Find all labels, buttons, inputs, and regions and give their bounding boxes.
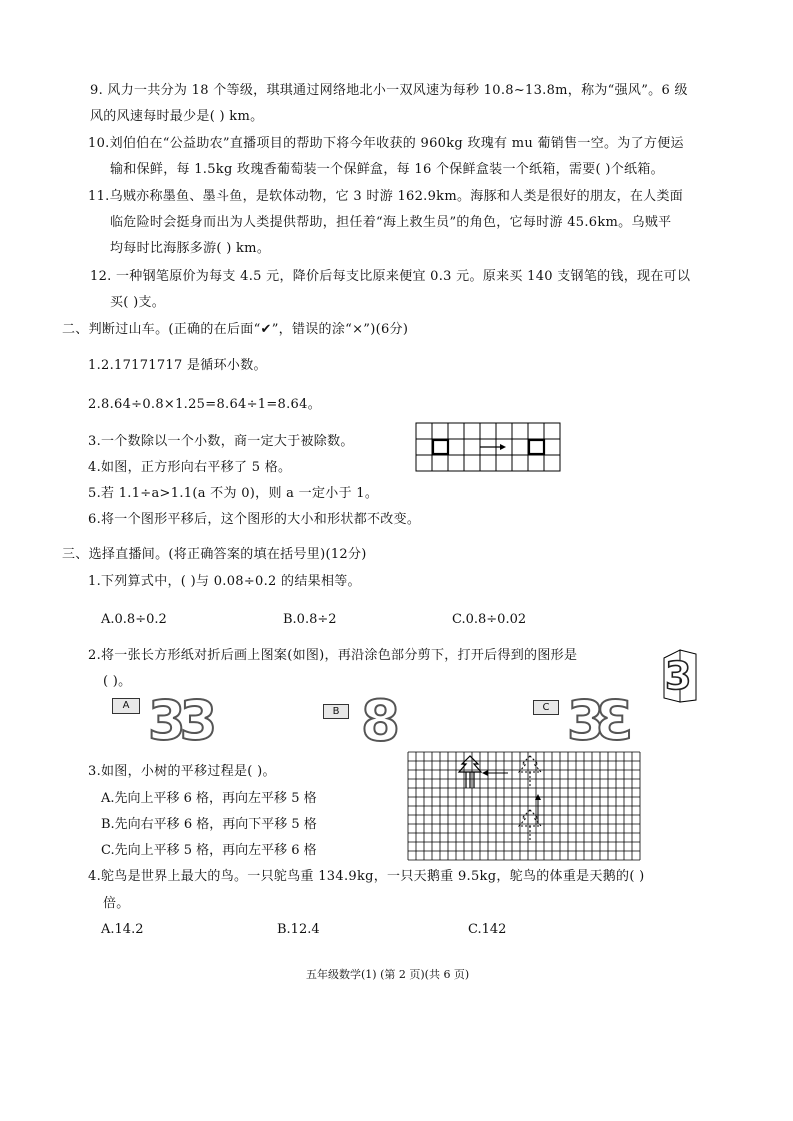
choice-q1-option-a: A.0.8÷0.2 bbox=[101, 612, 167, 627]
choice-q4-line2: 倍。 bbox=[103, 896, 130, 911]
judge-item-2: 2.8.64÷0.8×1.25=8.64÷1=8.64。 bbox=[88, 397, 321, 412]
page-footer: 五年级数学(1) (第 2 页)(共 6 页) bbox=[306, 968, 470, 981]
q9-line2: 风的风速每时最少是( ) km。 bbox=[90, 109, 264, 124]
choice-q4-option-b: B.12.4 bbox=[277, 922, 320, 937]
choice-q4-line1: 4.鸵鸟是世界上最大的鸟。一只鸵鸟重 134.9kg，一只天鹅重 9.5kg，鸵鸟的体重是天鹅的( ) bbox=[88, 869, 645, 884]
option-c-shape: 3 3 bbox=[567, 689, 633, 752]
section2-heading: 二、判断过山车。(正确的在后面“✔”，错误的涂“×”)(6分) bbox=[62, 322, 409, 337]
option-c-label: C bbox=[533, 700, 559, 715]
choice-q1-stem: 1.下列算式中，( )与 0.08÷0.2 的结果相等。 bbox=[88, 574, 361, 589]
choice-q2-blank: ( )。 bbox=[103, 674, 132, 689]
choice-q1-option-b: B.0.8÷2 bbox=[283, 612, 337, 627]
square-translation-grid bbox=[416, 423, 566, 473]
judge-item-5: 5.若 1.1÷a>1.1(a 不为 0)，则 a 一定小于 1。 bbox=[88, 486, 379, 501]
folded-paper-digit: 3 bbox=[665, 654, 692, 698]
choice-q2-option-b bbox=[323, 689, 433, 755]
choice-q4-option-c: C.142 bbox=[468, 922, 507, 937]
choice-q3-option-a: A.先向上平移 6 格，再向左平移 5 格 bbox=[101, 791, 317, 806]
q12-line2: 买( )支。 bbox=[110, 295, 166, 310]
judge-item-4: 4.如图，正方形向右平移了 5 格。 bbox=[88, 460, 292, 475]
option-b-label: B bbox=[323, 704, 349, 719]
judge-item-3: 3.一个数除以一个小数，商一定大于被除数。 bbox=[88, 434, 354, 449]
choice-q3-stem: 3.如图，小树的平移过程是( )。 bbox=[88, 764, 276, 779]
option-b-shape: 8 bbox=[361, 689, 400, 754]
q9-line1: 9. 风力一共分为 18 个等级，琪琪通过网络地北小一双风速为每秒 10.8~13.8m，称为“强风”。6 级 bbox=[90, 83, 688, 98]
judge-item-1: 1.2.17171717 是循环小数。 bbox=[88, 358, 267, 373]
choice-q3-option-b: B.先向右平移 6 格，再向下平移 5 格 bbox=[101, 817, 317, 832]
q11-line2: 临危险时会挺身而出为人类提供帮助，担任着“海上救生员”的角色，它每时游 45.6km。乌贼平 bbox=[110, 215, 672, 230]
choice-q3-option-c: C.先向上平移 5 格，再向左平移 6 格 bbox=[101, 843, 317, 858]
judge-item-6: 6.将一个图形平移后，这个图形的大小和形状都不改变。 bbox=[88, 512, 421, 527]
choice-q2-stem: 2.将一张长方形纸对折后画上图案(如图)，再沿涂色部分剪下，打开后得到的图形是 bbox=[88, 648, 578, 663]
q12-line1: 12. 一种钢笔原价为每支 4.5 元，降价后每支比原来便宜 0.3 元。原来买 140 支钢笔的钱，现在可以 bbox=[90, 269, 691, 284]
tree-translation-grid bbox=[408, 752, 640, 860]
choice-q2-option-c bbox=[533, 689, 643, 755]
choice-q4-option-a: A.14.2 bbox=[101, 922, 144, 937]
q11-line1: 11.乌贼亦称墨鱼、墨斗鱼，是软体动物，它 3 时游 162.9km。海豚和人类是很好的朋友，在人类面 bbox=[88, 189, 684, 204]
folded-paper-figure bbox=[660, 648, 700, 704]
q10-line1: 10.刘伯伯在“公益助农”直播项目的帮助下将今年收获的 960kg 玫瑰有 mu 葡销售一空。为了方便运 bbox=[88, 136, 684, 151]
choice-q1-option-c: C.0.8÷0.02 bbox=[452, 612, 527, 627]
section3-heading: 三、选择直播间。(将正确答案的填在括号里)(12分) bbox=[62, 547, 367, 562]
option-a-shape: 33 bbox=[148, 689, 212, 752]
option-a-label: A bbox=[112, 698, 140, 714]
q10-line2: 输和保鲜，每 1.5kg 玫瑰香葡萄装一个保鲜盒，每 16 个保鲜盒装一个纸箱，需要( )个纸箱。 bbox=[110, 162, 664, 177]
choice-q2-option-a bbox=[112, 689, 222, 755]
q11-line3: 均每时比海豚多游( ) km。 bbox=[110, 241, 271, 256]
